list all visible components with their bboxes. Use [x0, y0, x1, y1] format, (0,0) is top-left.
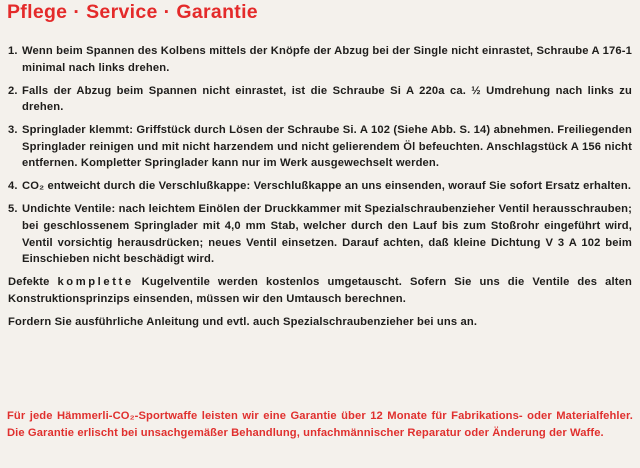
- defects-spaced-word: komplette: [57, 276, 134, 289]
- request-paragraph: Fordern Sie ausführliche Anleitung und evtl. auch Spezialschraubenzieher bei uns an.: [8, 315, 478, 328]
- item-number: 2.: [8, 84, 18, 97]
- title-part-guarantee: Garantie: [176, 1, 258, 23]
- instruction-item-2: [8, 83, 632, 116]
- instruction-item-5: [8, 201, 632, 267]
- item-text: Undichte Ventile: nach leichtem Einölen der Druckkammer mit Spezialschraubenzieher Ventil herausschrauben; bei geschlossenem Springlader mit 4,0 mm Stab, welcher durch den Lauf bis zum Stoßrohr eingeführt wird, Ventil vorsichtig herausdrücken; neues Ventil einsetzen. Darauf achten, daß kleine Dichtung V 3 A 102 beim Einschieben nicht beschädigt wird.: [22, 203, 632, 266]
- instruction-item-3: [8, 122, 632, 172]
- item-text: Falls der Abzug beim Spannen nicht einrastet, ist die Schraube Si A 220a ca. ½ Umdrehung nach links zu drehen.: [22, 84, 632, 114]
- item-number: 1.: [8, 45, 18, 57]
- title-part-service: Service: [86, 1, 158, 23]
- page-title: [7, 1, 258, 24]
- item-number: 4.: [8, 180, 18, 193]
- item-number: 3.: [8, 124, 18, 137]
- item-text: Wenn beim Spannen des Kolbens mittels der Knöpfe der Abzug bei der Single nicht einrastet, Schraube A 176-1 minimal nach links drehen.: [22, 45, 632, 74]
- item-text: CO₂ entweicht durch die Verschlußkappe: Verschlußkappe an uns einsenden, worauf Sie sofort Ersatz erhalten.: [22, 180, 632, 193]
- item-number: 5.: [8, 203, 18, 216]
- item-text: Springlader klemmt: Griffstück durch Lösen der Schraube Si. A 102 (Siehe Abb. S. 14) abnehmen. Freiliegenden Springlader reinigen und mit nicht harzendem und nicht gelierendem Öl befeuchten. Anschlagstück A 156 nicht entfernen. Kompletter Springlader kann nur im Werk ausgewechselt werden.: [22, 124, 632, 170]
- guarantee-notice: Für jede Hämmerli-CO₂-Sportwaffe leisten wir eine Garantie über 12 Monate für Fabrikations- oder Materialfehler. Die Garantie erlischt bei unsachgemäßer Behandlung, unfachmännischer Reparatur oder Änderung der Waffe.: [7, 410, 633, 439]
- defects-lead: Defekte: [8, 276, 50, 289]
- defects-paragraph: [8, 274, 632, 307]
- defects-rest: Kugelventile werden kostenlos umgetauscht. Sofern Sie uns die Ventile des alten Konstruktionsprinzips einsenden, müssen wir den Umtausch berechnen.: [8, 276, 632, 305]
- title-part-care: Pflege: [7, 1, 68, 23]
- title-separator-2: ·: [163, 1, 171, 23]
- title-separator-1: ·: [73, 1, 81, 23]
- instructions-body: [8, 43, 632, 337]
- instruction-item-4: [8, 178, 632, 195]
- instruction-item-1: [8, 43, 632, 76]
